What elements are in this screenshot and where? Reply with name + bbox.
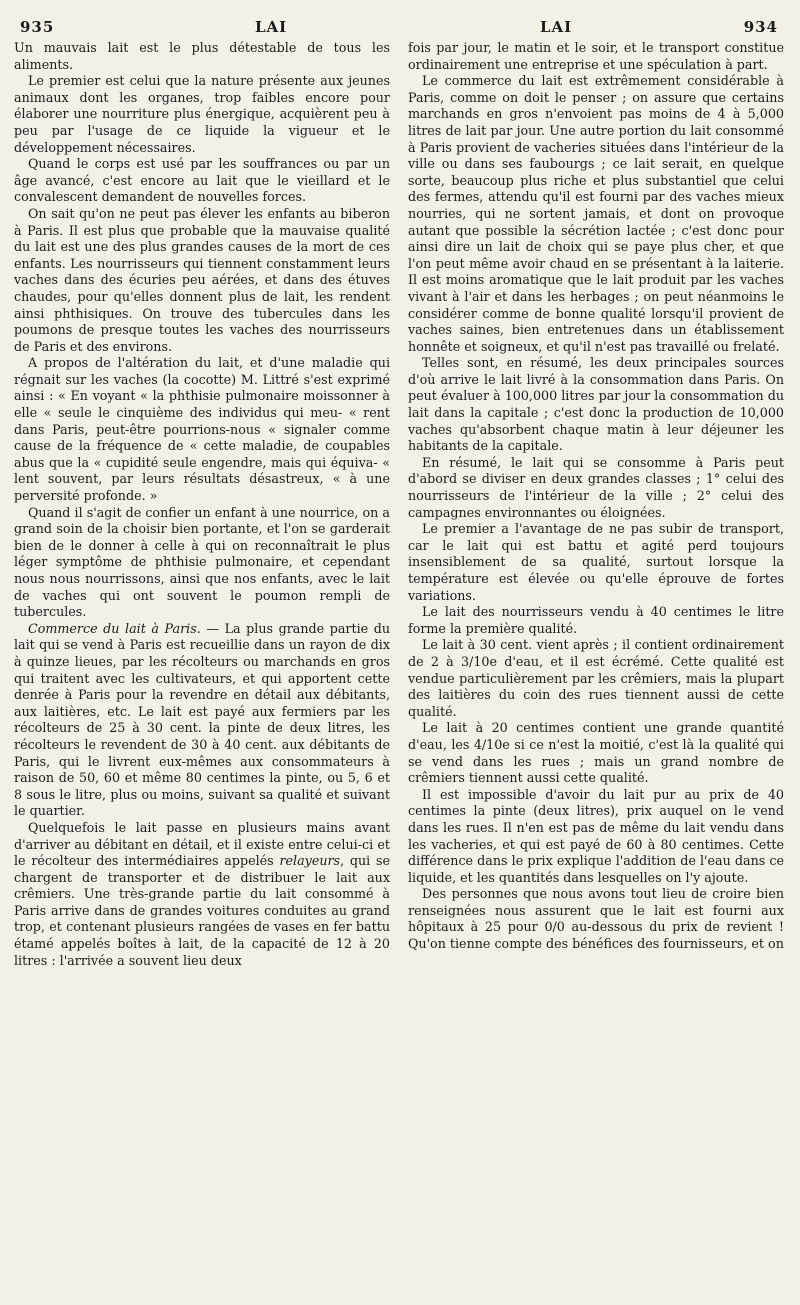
paragraph: Le lait à 20 centimes contient une grande quantité d'eau, les 4/10e si ce n'est la moitié, c'est là la qualité qui se vend dans les rues ; mais un grand nombre de crêmiers tiennent aussi cette qualité. (408, 720, 784, 786)
paragraph (14, 820, 390, 969)
section-heading: Commerce du lait à Paris. (28, 620, 201, 636)
paragraph: A propos de l'altération du lait, et d'une maladie qui régnait sur les vaches (la cocotte) M. Littré s'est exprimé ainsi : « En voyant « la phthisie pulmonaire moissonner à elle « seule le cinquième des individus qui meu- « rent dans Paris, peut-être pourrions-nous « signaler comme cause de la fréquence de « cette maladie, de coupables abus que la « cupidité seule engendre, mais qui équiva- « lent souvent, par leurs résultats désastreux, « à une perversité profonde. » (14, 355, 390, 504)
running-header (14, 10, 786, 40)
paragraph: On sait qu'on ne peut pas élever les enfants au biberon à Paris. Il est plus que probable que la mauvaise qualité du lait est une des plus grandes causes de la mort de ces enfants. Les nourrisseurs qui tiennent constamment leurs vaches dans des écuries peu aérées, et dans des étuves chaudes, pour qu'elles donnent plus de lait, les rendent ainsi phthisiques. On trouve des tubercules dans les poumons de presque toutes les vaches des nourrisseurs de Paris et des environs. (14, 205, 390, 354)
paragraph-text: — La plus grande partie du lait qui se vend à Paris est recueillie dans un rayon de dix à quinze lieues, par les récolteurs ou marchands en gros qui traitent avec les cultivateurs, et qui apportent cette denrée à Paris pour la revendre en détail aux débitants, aux laitières, etc. Le lait est payé aux fermiers par les récolteurs de 25 à 30 cent. la pinte de deux litres, les récolteurs le revendent de 30 à 40 cent. aux débitants de Paris, qui le livrent eux-mêmes aux consommateurs à raison de 50, 60 et même 80 centimes la pinte, ou 5, 6 et 8 sous le litre, plus ou moins, suivant sa qualité et suivant le quartier. (14, 620, 391, 819)
paragraph (14, 621, 390, 820)
paragraph: Il est impossible d'avoir du lait pur au prix de 40 centimes la pinte (deux litres), prix auquel on le vend dans les rues. Il n'en est pas de même du lait vendu dans les vacheries, et qui est payé de 60 à 80 centimes. Cette différence dans le prix explique l'addition de l'eau dans ce liquide, et les quantités dans lesquelles on l'y ajoute. (408, 786, 784, 885)
paragraph: Le commerce du lait est extrêmement considérable à Paris, comme on doit le penser ; on assure que certains marchands en gros n'envoient pas moins de 4 à 5,000 litres de lait par jour. Une autre portion du lait consommé à Paris provient de vacheries situées dans l'intérieur de la ville ou dans ses faubourgs ; ce lait serait, en quelque sorte, beaucoup plus riche et plus substantiel que celui des fermes, attendu qu'il est fourni par des vaches mieux nourries, qui ne sortent jamais, et dont on provoque autant que possible la sécrétion lactée ; c'est donc pour ainsi dire un lait de choix qui se paye plus cher, et que l'on peut même avoir chaud en se présentant à la laiterie. Il est moins aromatique que le lait produit par les vaches vivant à l'air et dans les herbages ; on peut néanmoins le considérer comme de bonne qualité lorsqu'il provient de vaches saines, bien entretenues dans un établissement honnête et soigneux, et qu'il n'est pas travaillé ou frelaté. (408, 73, 784, 354)
page-number-left: 935 (20, 18, 55, 36)
paragraph: Quand le corps est usé par les souffrances ou par un âge avancé, c'est encore au lait que le vieillard et le convalescent demandent de nouvelles forces. (14, 156, 390, 205)
paragraph: Le premier est celui que la nature présente aux jeunes animaux dont les organes, trop faibles encore pour élaborer une nourriture plus énergique, acquièrent peu à peu par l'usage de ce liquide la vigueur et le développement nécessaires. (14, 73, 390, 155)
right-column (408, 40, 784, 969)
header-word-left: LAI (255, 18, 288, 36)
paragraph: Le lait à 30 cent. vient après ; il contient ordinairement de 2 à 3/10e d'eau, et il est écrémé. Cette qualité est vendue particulièrement par les crêmiers, mais la plupart des laitières du coin des rues tiennent aussi de cette qualité. (408, 637, 784, 719)
paragraph: Telles sont, en résumé, les deux principales sources d'où arrive le lait livré à la consommation dans Paris. On peut évaluer à 100,000 litres par jour la consommation du lait dans la capitale ; c'est donc la production de 10,000 vaches qu'absorbent chaque matin à leur déjeuner les habitants de la capitale. (408, 355, 784, 454)
paragraph: fois par jour, le matin et le soir, et le transport constitue ordinairement une entreprise et une spéculation à part. (408, 40, 784, 72)
left-column (14, 40, 390, 969)
paragraph-text: Quelquefois le lait passe en plusieurs mains avant d'arriver au débitant en détail, et il existe entre celui-ci et le récolteur des intermédiaires appelés (14, 819, 390, 869)
paragraph: Le premier a l'avantage de ne pas subir de transport, car le lait qui est battu et agité perd toujours insensiblement de sa qualité, surtout lorsque la température est élevée ou qu'elle éprouve de fortes variations. (408, 521, 784, 603)
paragraph-text: , qui se chargent de transporter et de distribuer le lait aux crêmiers. Une très-grande partie du lait consommé à Paris arrive dans de grandes voitures conduites au grand trop, et contenant plusieurs rangées de vases en fer battu étamé appelés boîtes à lait, de la capacité de 12 à 20 litres : l'arrivée a souvent lieu deux (14, 853, 390, 968)
text-columns (14, 40, 786, 969)
paragraph: Le lait des nourrisseurs vendu à 40 centimes le litre forme la première qualité. (408, 604, 784, 636)
paragraph: Quand il s'agit de confier un enfant à une nourrice, on a grand soin de la choisir bien portante, et l'on se garderait bien de le donner à celle à qui on reconnaîtrait le plus léger symptôme de phthisie pulmonaire, et cependant nous nous nourrissons, ainsi que nos enfants, avec le lait de vaches qui ont souvent le poumon rempli de tubercules. (14, 504, 390, 620)
page-number-right: 934 (743, 18, 778, 36)
paragraph: En résumé, le lait qui se consomme à Paris peut d'abord se diviser en deux grandes classes ; 1° celui des nourrisseurs de l'intérieur de la ville ; 2° celui des campagnes environnantes ou éloignées. (408, 454, 784, 520)
emphasis: relayeurs (279, 853, 341, 869)
paragraph: Des personnes que nous avons tout lieu de croire bien renseignées nous assurent que le lait est fourni aux hôpitaux à 25 pour 0/0 au-dessous du prix de revient ! Qu'on tienne compte des bénéfices des fournisseurs, et on (408, 886, 784, 952)
header-word-right: LAI (540, 18, 573, 36)
paragraph: Un mauvais lait est le plus détestable de tous les aliments. (14, 40, 390, 72)
